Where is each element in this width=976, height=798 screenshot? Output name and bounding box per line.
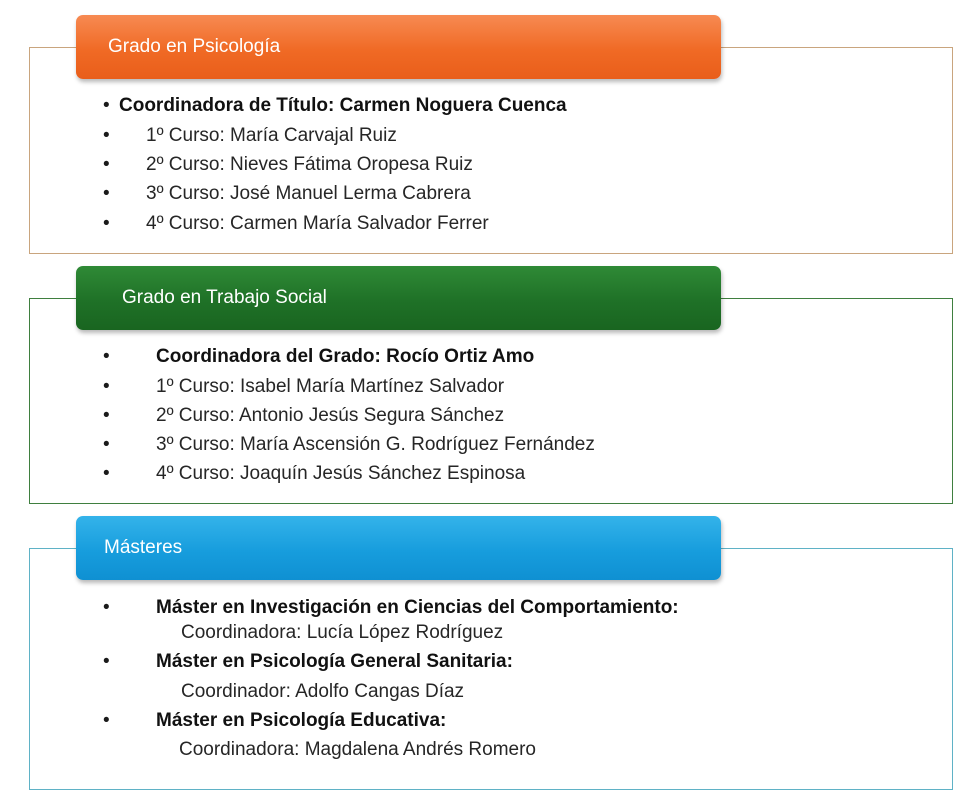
master-2-name: Máster en Psicología General Sanitaria: <box>156 651 513 672</box>
trabajo-social-coordinator: Coordinadora del Grado: Rocío Ortiz Amo <box>156 346 535 367</box>
bullet: • <box>103 710 110 731</box>
bullet: • <box>103 405 110 426</box>
psicologia-coordinator: Coordinadora de Título: Carmen Noguera Cuenca <box>119 95 567 116</box>
bullet: • <box>103 376 110 397</box>
master-3-coordinator: Coordinadora: Magdalena Andrés Romero <box>179 739 536 760</box>
master-1-coordinator: Coordinadora: Lucía López Rodríguez <box>181 622 504 643</box>
bullet: • <box>103 346 110 367</box>
psicologia-course-3: 3º Curso: José Manuel Lerma Cabrera <box>146 183 471 204</box>
psicologia-course-4: 4º Curso: Carmen María Salvador Ferrer <box>146 213 489 234</box>
bullet: • <box>103 213 110 234</box>
psicologia-course-1: 1º Curso: María Carvajal Ruiz <box>146 125 397 146</box>
masteres-header: Másteres <box>76 516 721 580</box>
bullet: • <box>103 125 110 146</box>
bullet: • <box>103 463 110 484</box>
bullet: • <box>103 651 110 672</box>
psicologia-course-2: 2º Curso: Nieves Fátima Oropesa Ruiz <box>146 154 473 175</box>
trabajo-social-course-3: 3º Curso: María Ascensión G. Rodríguez Fernández <box>156 434 595 455</box>
trabajo-social-course-1: 1º Curso: Isabel María Martínez Salvador <box>156 376 505 397</box>
master-1-name: Máster en Investigación en Ciencias del Comportamiento: <box>156 597 679 618</box>
psicologia-header: Grado en Psicología <box>76 15 721 79</box>
bullet: • <box>103 434 110 455</box>
bullet: • <box>103 95 110 116</box>
master-2-coordinator: Coordinador: Adolfo Cangas Díaz <box>181 681 465 702</box>
bullet: • <box>103 597 110 618</box>
bullet: • <box>103 183 110 204</box>
bullet: • <box>103 154 110 175</box>
trabajo-social-header: Grado en Trabajo Social <box>76 266 721 330</box>
master-3-name: Máster en Psicología Educativa: <box>156 710 447 731</box>
trabajo-social-course-2: 2º Curso: Antonio Jesús Segura Sánchez <box>156 405 505 426</box>
trabajo-social-course-4: 4º Curso: Joaquín Jesús Sánchez Espinosa <box>156 463 526 484</box>
